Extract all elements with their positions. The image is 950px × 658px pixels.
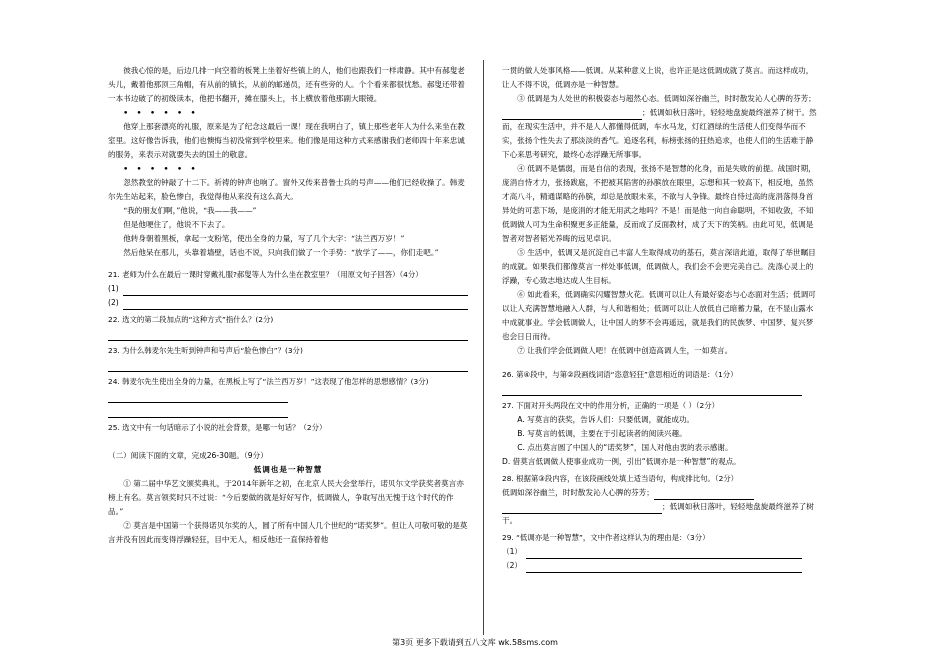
answer-21-1-label: (1) [108, 284, 119, 293]
article-para-3-b: ；低调如秋日落叶，轻轻地盘旋最终滋养了树干。然而，在现实生活中，并不是人人都懂得低调，车水马龙，灯红酒绿的生活使人们变得华而不实，张扬个性失去了那淡淡的香气。追逐名利，标榜张扬的狂热追求，也使人们的生活难于静下心来思考研究，最终心态浮躁无所事事。 [502, 108, 817, 159]
option-27-b[interactable]: B. 写莫言的低调，主要在于引起读者的阅读兴趣。 [517, 429, 687, 438]
story-dots-2: • • • • • • [123, 164, 199, 173]
question-26: 26. 第④段中，与第②段画线词语“恣意轻狂”意思相近的词语是：（1分） [502, 370, 738, 379]
answer-29-1-label: （1） [502, 547, 523, 556]
para-3-blank [502, 110, 642, 120]
answer-21-1-line[interactable] [123, 285, 468, 296]
answer-28-row-2 [502, 500, 820, 528]
answer-28-blank-2[interactable] [502, 504, 662, 514]
question-28: 28. 根据第③段内容，在该段画线处填上适当语句，构成排比句。（2分） [502, 474, 739, 483]
left-column [108, 64, 468, 547]
option-27-a[interactable]: A. 写莫言的获奖，告诉人们：只要低调，就能成功。 [517, 415, 695, 424]
story-para-6: 他转身朝着黑板，拿起一支粉笔，使出全身的力量，写了几个大字：“法兰西万岁！” [123, 234, 405, 243]
article-para-4: ④ 低调不是懦弱，而是自信的表现，张扬不是智慧的化身，而是失败的前提。战国时期，庞涓自恃才力，张扬跋扈，不把被其陷害的孙膑放在眼里，忘想和其一较高下，相反地，虽然才高八斗，精通谋略的孙膑，却总是放眼未来，不欲与人争锋。最终自恃过高的庞涓落得身首异处的可悲下场，是庞涓的才能无用武之地吗？不是！而是他一向自命聪明，不知收敛，不知低调做人可为生命积聚更多正能量，反而成了反面教材，成了天下的笑柄。由此可见，低调是智者对智者韬光养晦的远见卓识。 [502, 164, 816, 243]
article-title: 低调也是一种智慧 [253, 465, 323, 474]
question-21: 21. 老师为什么在最后一课时穿戴礼服?郝叟等人为什么坐在教室里？（用原文句子回答）（4分） [108, 270, 423, 279]
option-27-d[interactable]: D. 借莫言低调做人使事业成功一例，引出“低调亦是一种智慧”的观点。 [502, 457, 741, 466]
article-para-3-a: ③ 低调是为人处世的积极姿态与超然心态。低调如深谷幽兰，时时散发沁人心脾的芬芳； [517, 94, 816, 103]
story-para-3: 忽然教堂的钟敲了十二下。祈祷的钟声也响了。窗外又传来普鲁士兵的号声——他们已经收操了。韩麦尔先生站起来，脸色惨白，我觉得他从来没有这么高大。 [108, 178, 465, 201]
right-column [502, 64, 820, 573]
answer-29-2-label: （2） [502, 561, 523, 570]
answer-21-1 [108, 282, 468, 296]
story-para-5: 但是他哽住了，他说不下去了。 [123, 220, 230, 229]
answer-21-2 [108, 296, 468, 310]
option-27-c[interactable]: C. 点出莫言圆了中国人的“诺奖梦”，国人对他由衷的表示感谢。 [517, 443, 733, 452]
answer-24-line-2[interactable] [108, 406, 288, 418]
question-29: 29. “低调亦是一种智慧”，文中作者这样认为的理由是：（3分） [502, 533, 710, 542]
question-24: 24. 韩麦尔先生使出全身的力量，在黑板上写了“法兰西万岁！”这表现了他怎样的思想感情？(3分) [108, 377, 429, 386]
story-para-2: 他穿上那套漂亮的礼服，原来是为了纪念这最后一课！现在我明白了，镇上那些老年人为什么来坐在教室里。这好像告诉我，他们也懊悔当初没常到学校里来。他们像是用这种方式来感谢我们老师四十年来忠诚的服务，来表示对就要失去的国土的敬意。 [108, 122, 465, 159]
story-para-1: 彼我心惊的是，后边几排一向空着的板凳上坐着好些镇上的人，他们也跟我们一样肃静。其中有郝叟老头儿，戴着他那顶三角帽，有从前的镇长，从前的邮递员，还有些旁的人。个个看来都很忧愁。郝叟还带着一本书边破了的初级读本，他把书翻开，摊在膝头上，书上横放着他那副大眼镜。 [108, 66, 465, 103]
article-para-7: ⑦ 让我们学会低调做人吧！在低调中创造高调人生，一如莫言。 [517, 346, 733, 355]
article-para-3-start [502, 92, 820, 162]
question-22: 22. 选文的第二段加点的“这种方式”指什么？(2分) [108, 315, 274, 324]
article-para-2-cont: 一贯的做人处事风格——低调。从某种意义上说，也许正是这低调成就了莫言。而这样成功，让人不得不说，低调亦是一种智慧。 [502, 66, 814, 89]
answer-23-line[interactable] [108, 360, 468, 372]
answer-22-line[interactable] [108, 329, 468, 341]
answer-24-line-1[interactable] [108, 391, 288, 403]
answer-29-1 [502, 545, 802, 559]
article-para-5: ⑤ 生活中，低调又是沉淀自己丰富人生取得成功的基石，莫言深谙此道，取得了举世瞩目的成就。如果我们都像莫言一样处事低调，低调做人，我们会不会更完美自己。洗涤心灵上的浮躁，专心致志地达成人生目标。 [502, 248, 816, 285]
answer-28-b: ；低调如秋日落叶，轻轻地盘旋最终滋养了树干。 [502, 502, 814, 525]
answer-29-2 [502, 559, 802, 573]
answer-29-2-line[interactable] [526, 562, 802, 573]
section-2-heading: （二）阅读下面的文章，完成26-30题。（9分） [108, 451, 268, 460]
answer-28-a: 低调如深谷幽兰，时时散发沁人心脾的芬芳； [502, 488, 654, 497]
answer-28-blank-1[interactable] [654, 490, 754, 500]
answer-26-line[interactable] [502, 384, 802, 396]
story-para-4: “我的朋友们啊，”他说，“我——我——” [123, 206, 257, 215]
question-27: 27. 下面对开头两段在文中的作用分析，正确的一项是（ ）（2分） [502, 401, 720, 410]
column-divider [483, 60, 484, 635]
article-para-1: ① 第二届中华艺文颁奖典礼，于2014年新年之初，在北京人民大会堂举行，诺贝尔文学获奖者莫言亦榜上有名。莫言领奖时只不过说：“今后要做的就是好好写作，低调做人，争取写出无愧于这个时代的作品。” [108, 479, 464, 516]
article-para-2: ② 莫言是中国第一个获得诺贝尔奖的人，圆了所有中国人几个世纪的“诺奖梦”。但让人可敬可敬的是莫言并没有因此而变得浮躁轻狂，目中无人，相反他还一直保持着他 [108, 521, 468, 544]
article-para-6: ⑥ 如此看来，低调确实闪耀智慧火花。低调可以让人有最好姿态与心态面对生活；低调可以让人充满智慧地融入人群，与人和谐相处；低调可以让人放低自己暗蓄力量，在不显山露水中成就事业。学会低调做人，让中国人的梦不会再遥远，就是我们的民族梦、中国梦、复兴梦也会日日而待。 [502, 290, 816, 341]
page-footer: 第3页 更多下载请到五八文库 wk.58sms.com [392, 638, 558, 647]
question-23: 23. 为什么韩麦尔先生听到钟声和号声后“脸色惨白”？(3分) [108, 346, 303, 355]
answer-29-1-line[interactable] [526, 548, 802, 559]
answer-21-2-line[interactable] [123, 299, 468, 310]
answer-28-row-1 [502, 486, 820, 500]
question-25: 25. 选文中有一句话暗示了小说的社会背景，是哪一句话？（2分） [108, 423, 327, 432]
story-para-7: 然后他呆在那儿，头靠着墙壁，话也不说，只向我们做了一个手势：“放学了——，你们走吧。” [123, 248, 439, 257]
story-dots-1: • • • • • • [123, 108, 199, 117]
answer-21-2-label: (2) [108, 298, 119, 307]
